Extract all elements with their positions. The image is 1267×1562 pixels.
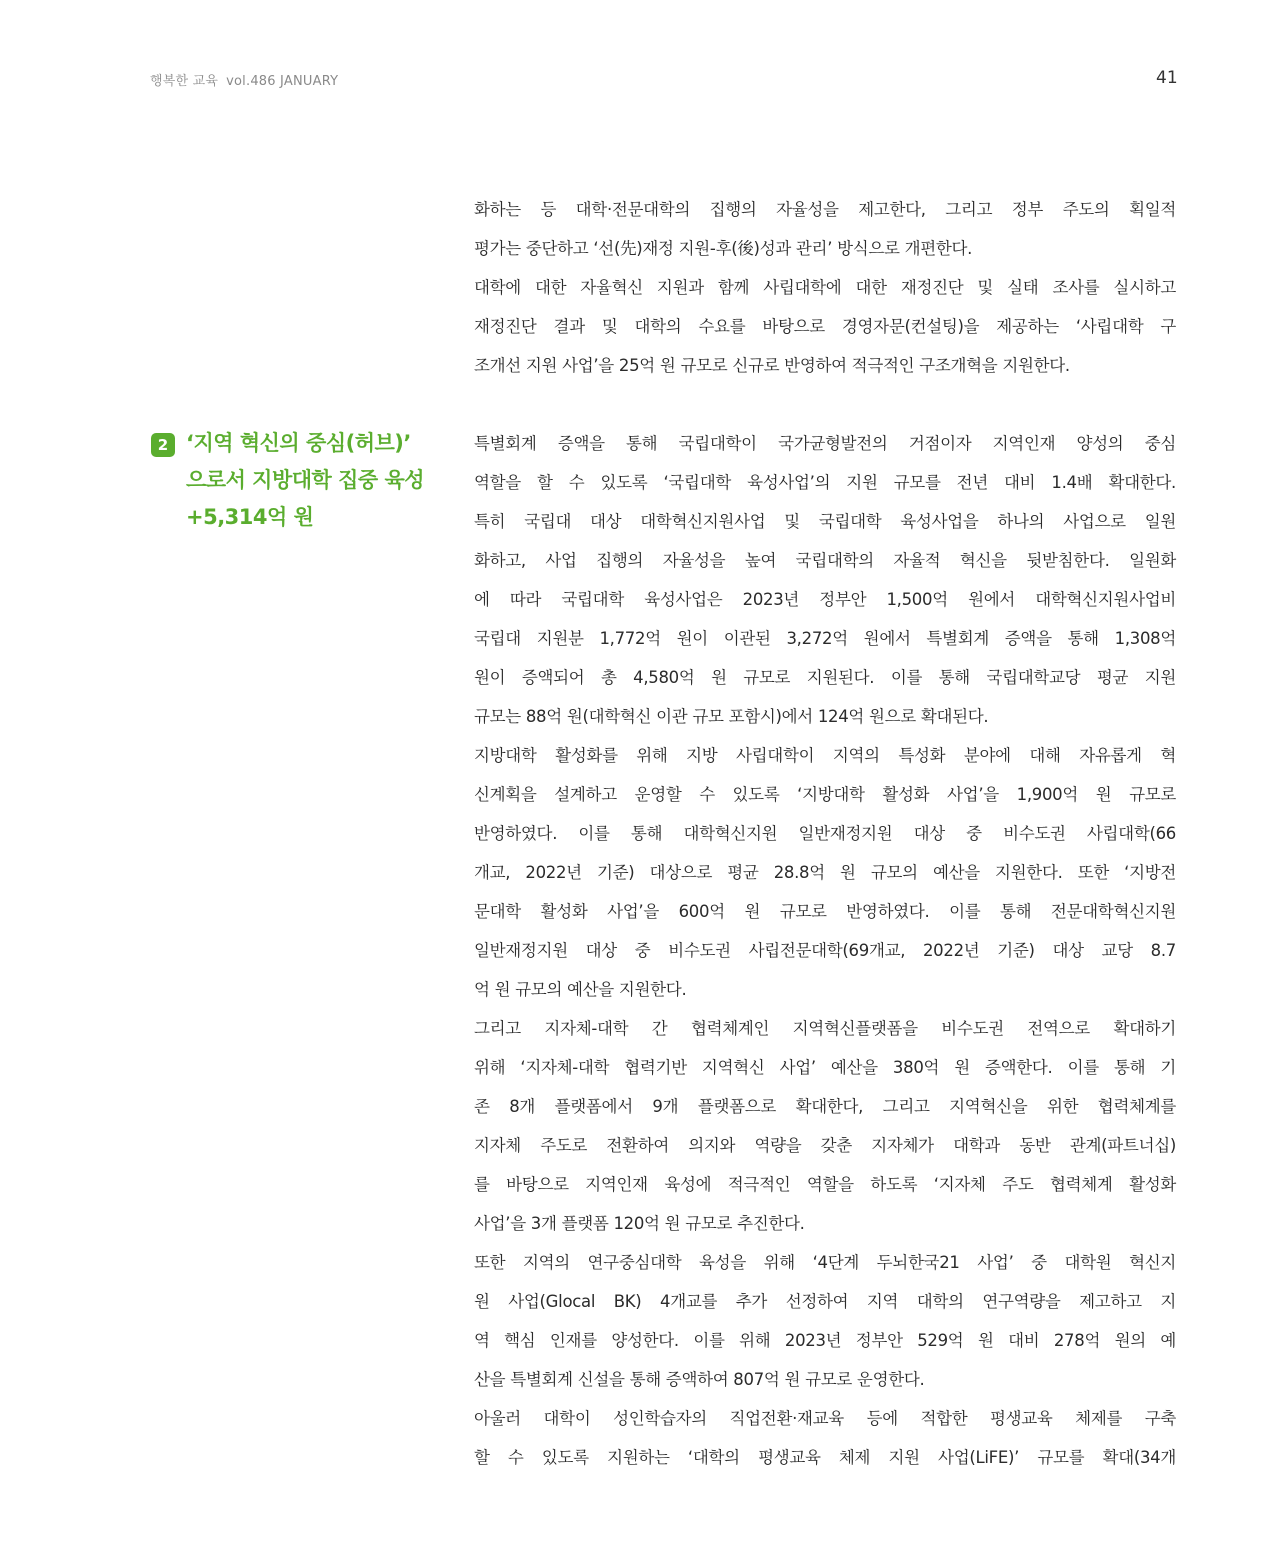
body-line: 대학에 대한 자율혁신 지원과 함께 사립대학에 대한 재정진단 및 실태 조사를 실시하고	[474, 278, 1176, 297]
body-line: 재정진단 결과 및 대학의 수요를 바탕으로 경영자문(컨설팅)을 제공하는 ‘사립대학 구	[474, 317, 1176, 336]
body-line: 산을 특별회계 신설을 통해 증액하여 807억 원 규모로 운영한다.	[474, 1370, 925, 1389]
intro-paragraphs	[474, 190, 1176, 385]
body-line: 그리고 지자체-대학 간 협력체계인 지역혁신플랫폼을 비수도권 전역으로 확대하기	[474, 1019, 1176, 1038]
body-line: 위해 ‘지자체-대학 협력기반 지역혁신 사업’ 예산을 380억 원 증액한다. 이를 통해 기	[474, 1058, 1176, 1077]
body-line: 할 수 있도록 지원하는 ‘대학의 평생교육 체제 지원 사업(LiFE)’ 규모를 확대(34개	[474, 1448, 1176, 1467]
section-title-amount: +5,314억 원	[186, 505, 314, 529]
body-line: 화하는 등 대학·전문대학의 집행의 자율성을 제고한다, 그리고 정부 주도의 획일적	[474, 200, 1176, 219]
body-line: 에 따라 국립대학 육성사업은 2023년 정부안 1,500억 원에서 대학혁신지원사업비	[474, 590, 1176, 609]
section-title-line: 으로서 지방대학 집중 육성	[186, 468, 425, 492]
body-line: 신계획을 설계하고 운영할 수 있도록 ‘지방대학 활성화 사업’을 1,900억 원 규모로	[474, 785, 1176, 804]
body-line: 문대학 활성화 사업’을 600억 원 규모로 반영하였다. 이를 통해 전문대학혁신지원	[474, 902, 1176, 921]
body-line: 지방대학 활성화를 위해 지방 사립대학이 지역의 특성화 분야에 대해 자유롭게 혁	[474, 746, 1176, 765]
body-line: 일반재정지원 대상 중 비수도권 사립전문대학(69개교, 2022년 기준) 대상 교당 8.7	[474, 941, 1176, 960]
body-line: 개교, 2022년 기준) 대상으로 평균 28.8억 원 규모의 예산을 지원한다. 또한 ‘지방전	[474, 863, 1176, 882]
body-line: 조개선 지원 사업’을 25억 원 규모로 신규로 반영하여 적극적인 구조개혁을 지원한다.	[474, 356, 1070, 375]
magazine-title: 행복한 교육	[150, 74, 219, 89]
body-line: 평가는 중단하고 ‘선(先)재정 지원-후(後)성과 관리’ 방식으로 개편한다.	[474, 239, 973, 258]
body-line: 특별회계 증액을 통해 국립대학이 국가균형발전의 거점이자 지역인재 양성의 중심	[474, 434, 1176, 453]
body-line: 역할을 할 수 있도록 ‘국립대학 육성사업’의 지원 규모를 전년 대비 1.4배 확대한다.	[474, 473, 1176, 492]
page-number: 41	[1156, 68, 1178, 88]
body-line: 국립대 지원분 1,772억 원이 이관된 3,272억 원에서 특별회계 증액을 통해 1,308억	[474, 629, 1176, 648]
body-line: 사업’을 3개 플랫폼 120억 원 규모로 추진한다.	[474, 1214, 805, 1233]
section-heading	[151, 425, 461, 536]
running-header	[150, 70, 338, 89]
section-title	[186, 425, 424, 536]
body-line: 를 바탕으로 지역인재 육성에 적극적인 역할을 하도록 ‘지자체 주도 협력체계 활성화	[474, 1175, 1176, 1194]
body-line: 아울러 대학이 성인학습자의 직업전환·재교육 등에 적합한 평생교육 체제를 구축	[474, 1409, 1176, 1428]
body-line: 지자체 주도로 전환하여 의지와 역량을 갖춘 지자체가 대학과 동반 관계(파트너십)	[474, 1136, 1176, 1155]
issue-label: vol.486 JANUARY	[226, 74, 339, 89]
section-number-badge: 2	[151, 433, 175, 457]
body-line: 특히 국립대 대상 대학혁신지원사업 및 국립대학 육성사업을 하나의 사업으로 일원	[474, 512, 1176, 531]
body-line: 존 8개 플랫폼에서 9개 플랫폼으로 확대한다, 그리고 지역혁신을 위한 협력체계를	[474, 1097, 1176, 1116]
body-line: 원 사업(Glocal BK) 4개교를 추가 선정하여 지역 대학의 연구역량을 제고하고 지	[474, 1292, 1176, 1311]
body-line: 또한 지역의 연구중심대학 육성을 위해 ‘4단계 두뇌한국21 사업’ 중 대학원 혁신지	[474, 1253, 1176, 1272]
body-line: 규모는 88억 원(대학혁신 이관 규모 포함시)에서 124억 원으로 확대된다.	[474, 707, 989, 726]
body-line: 역 핵심 인재를 양성한다. 이를 위해 2023년 정부안 529억 원 대비 278억 원의 예	[474, 1331, 1176, 1350]
main-paragraphs	[474, 424, 1176, 1477]
body-line: 억 원 규모의 예산을 지원한다.	[474, 980, 687, 999]
body-line: 화하고, 사업 집행의 자율성을 높여 국립대학의 자율적 혁신을 뒷받침한다. 일원화	[474, 551, 1176, 570]
body-line: 반영하였다. 이를 통해 대학혁신지원 일반재정지원 대상 중 비수도권 사립대학(66	[474, 824, 1176, 843]
section-title-line: ‘지역 혁신의 중심(허브)’	[186, 431, 411, 455]
body-line: 원이 증액되어 총 4,580억 원 규모로 지원된다. 이를 통해 국립대학교당 평균 지원	[474, 668, 1176, 687]
